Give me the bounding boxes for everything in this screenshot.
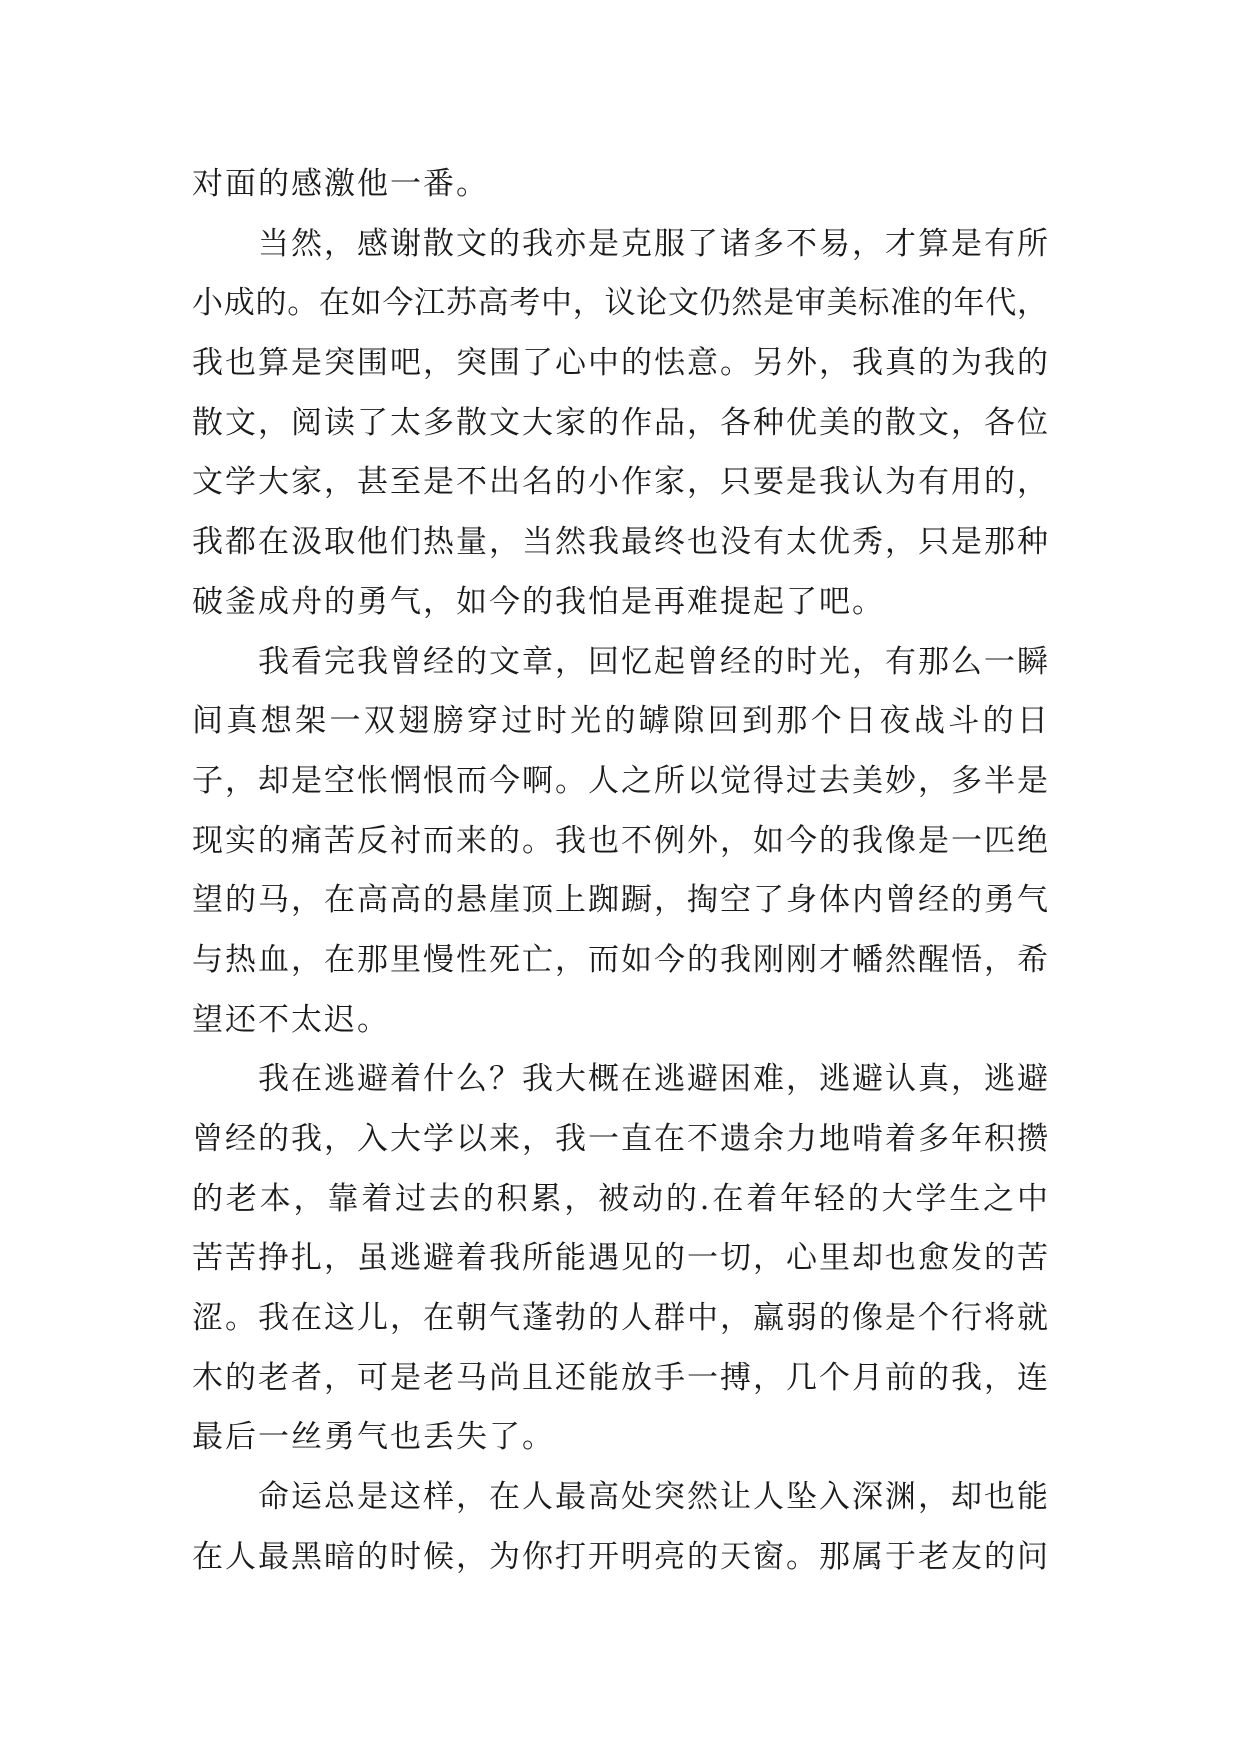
text-line: 我看完我曾经的文章，回忆起曾经的时光，有那么一瞬	[258, 643, 1048, 680]
text-line: 木的老者，可是老马尚且还能放手一搏，几个月前的我，连	[192, 1359, 1048, 1396]
text-line: 散文，阅读了太多散文大家的作品，各种优美的散文，各位	[192, 404, 1048, 441]
text-line: 在人最黑暗的时候，为你打开明亮的天窗。那属于老友的问	[192, 1538, 1048, 1575]
text-line: 最后一丝勇气也丢失了。	[192, 1419, 555, 1456]
text-line: 间真想架一双翅膀穿过时光的罅隙回到那个日夜战斗的日	[192, 703, 1048, 740]
text-line: 文学大家，甚至是不出名的小作家，只要是我认为有用的，	[192, 464, 1048, 501]
text-line: 与热血，在那里慢性死亡，而如今的我刚刚才幡然醒悟，希	[192, 941, 1048, 978]
text-line: 当然，感谢散文的我亦是克服了诸多不易，才算是有所	[258, 225, 1048, 262]
text-line: 对面的感激他一番。	[192, 166, 489, 202]
text-line: 我也算是突围吧，突围了心中的怯意。另外，我真的为我的	[192, 345, 1048, 382]
text-line: 命运总是这样，在人最高处突然让人坠入深渊，却也能	[258, 1479, 1048, 1516]
text-line: 现实的痛苦反衬而来的。我也不例外，如今的我像是一匹绝	[192, 822, 1048, 859]
text-line: 我都在汲取他们热量，当然我最终也没有太优秀，只是那种	[192, 524, 1048, 561]
text-line: 小成的。在如今江苏高考中，议论文仍然是审美标准的年代，	[192, 285, 1048, 322]
text-line: 望的马，在高高的悬崖顶上踟蹰，掏空了身体内曾经的勇气	[192, 882, 1048, 919]
text-line: 我在逃避着什么？我大概在逃避困难，逃避认真，逃避	[258, 1061, 1048, 1098]
text-line: 的老本，靠着过去的积累，被动的.在着年轻的大学生之中	[192, 1180, 1048, 1217]
text-line: 破釜成舟的勇气，如今的我怕是再难提起了吧。	[192, 583, 885, 620]
text-line: 苦苦挣扎，虽逃避着我所能遇见的一切，心里却也愈发的苦	[192, 1240, 1048, 1277]
text-line: 望还不太迟。	[192, 1001, 390, 1038]
text-line: 涩。我在这儿，在朝气蓬勃的人群中，羸弱的像是个行将就	[192, 1300, 1048, 1337]
text-line: 子，却是空怅惘恨而今啊。人之所以觉得过去美妙，多半是	[192, 762, 1048, 799]
text-line: 曾经的我，入大学以来，我一直在不遗余力地啃着多年积攒	[192, 1121, 1048, 1157]
document-body	[192, 155, 1048, 1588]
